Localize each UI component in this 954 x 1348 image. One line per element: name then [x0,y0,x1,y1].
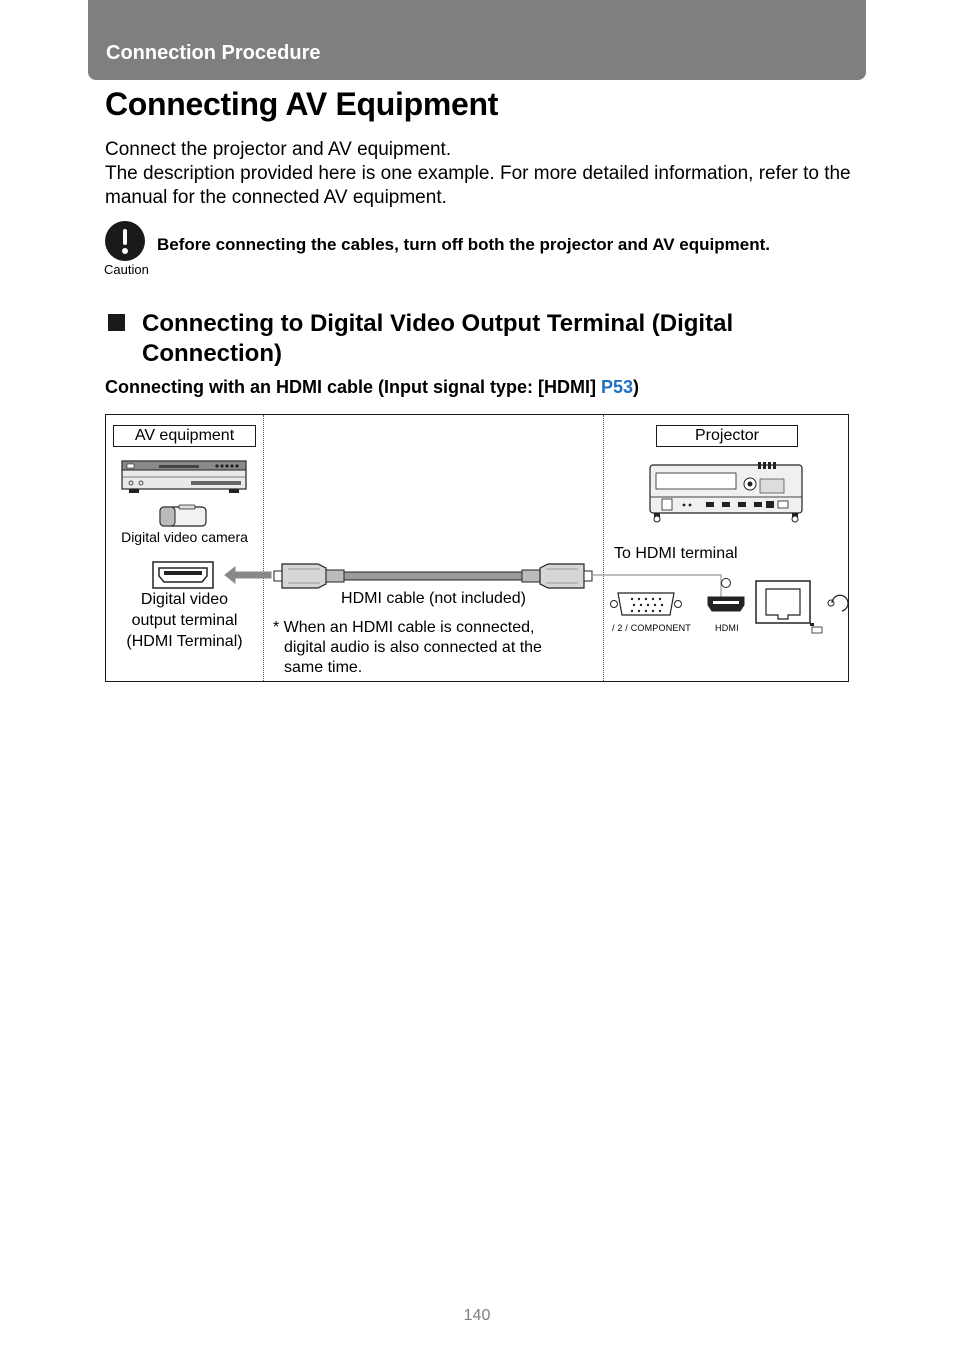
section-heading [105,309,865,369]
note-line-3: same time. [284,659,363,676]
av-equipment-label: AV equipment [113,425,256,447]
intro-line-1: Connect the projector and AV equipment. [105,139,452,160]
intro-line-2: The description provided here is one example. For more detailed information, refer to the manual for the connected AV equipment. [105,163,851,208]
section-title: Connecting to Digital Video Output Terminal (Digital Connection) [142,310,734,367]
header-bar [88,0,866,80]
sub-heading-close: ) [633,377,640,397]
output-terminal-label-1: Digital video [140,591,229,608]
diagram-divider-left [263,415,264,681]
page-link-p53[interactable]: P53 [601,377,634,397]
sub-heading-text: Connecting with an HDMI cable (Input signal type: [HDMI] [105,377,601,397]
sub-heading [105,377,639,398]
page-title: Connecting AV Equipment [105,86,499,122]
caution-text: Before connecting the cables, turn off both the projector and AV equipment. [157,235,770,254]
hdmi-audio-note [273,618,598,678]
projector-label: Projector [656,425,798,447]
caution-exclamation-icon [105,221,145,261]
page-number: 140 [463,1307,491,1324]
diagram-divider-right [603,415,604,681]
component-port-label: / 2 / COMPONENT [612,623,692,633]
hdmi-port-label: HDMI [715,623,739,633]
connection-arrow-icon [223,565,273,585]
hdmi-cable-icon [274,560,594,592]
output-terminal-label-3: (HDMI Terminal) [126,633,243,650]
intro-text [105,138,865,210]
connection-diagram [105,414,849,682]
caution-label: Caution [104,262,149,277]
av-player-icon [121,459,247,495]
note-line-2: digital audio is also connected at the [284,639,542,656]
note-line-1: * When an HDMI cable is connected, [273,619,535,636]
video-camera-icon [157,503,209,529]
section-label: Connection Procedure [106,42,321,64]
hdmi-cable-label: HDMI cable (not included) [341,590,526,607]
digital-camera-label: Digital video camera [121,529,248,545]
output-terminal-label-2: output terminal [131,612,238,629]
hdmi-port-icon [152,561,214,589]
projector-icon [646,459,808,523]
to-hdmi-terminal-label: To HDMI terminal [614,545,738,562]
section-square-icon [108,314,125,331]
